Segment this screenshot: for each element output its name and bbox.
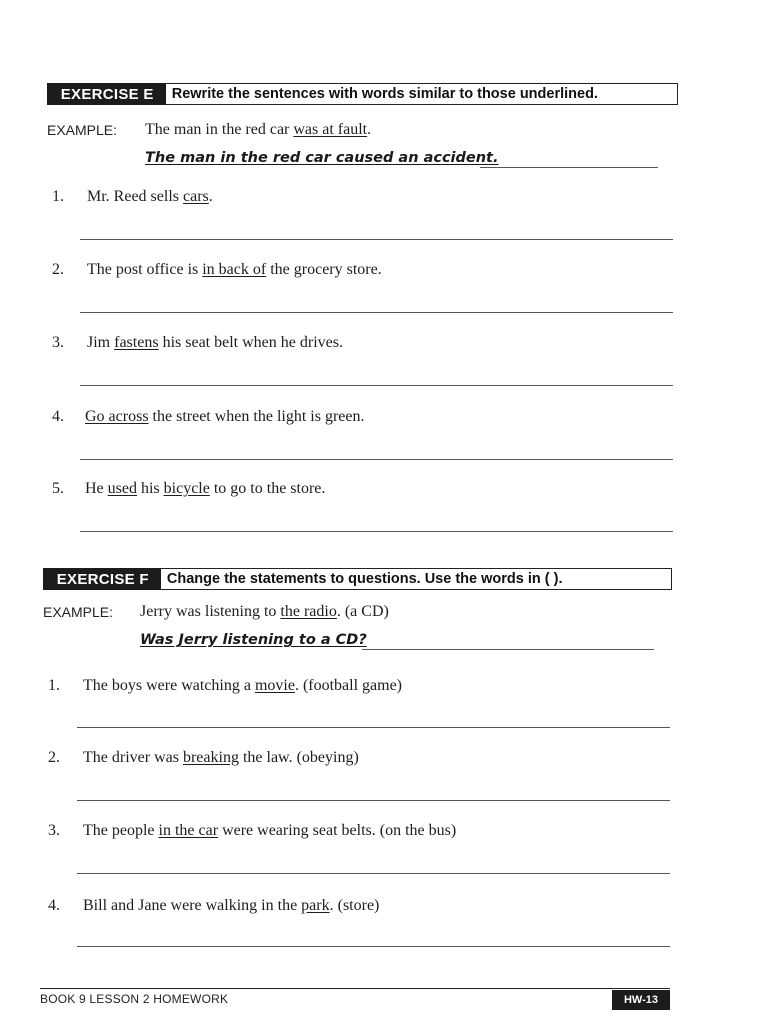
exercise-f-item-number: 1. — [48, 677, 60, 694]
exercise-e-answer-line[interactable] — [80, 239, 673, 240]
exercise-e-item-number: 3. — [52, 334, 64, 351]
exercise-e-answer-line[interactable] — [80, 385, 673, 386]
exercise-e-answer-line[interactable] — [80, 312, 673, 313]
exercise-e-header — [47, 83, 678, 105]
exercise-f-answer-line[interactable] — [77, 727, 670, 728]
exercise-e-instruction: Rewrite the sentences with words similar to those underlined. — [171, 86, 598, 102]
exercise-f-example-label: EXAMPLE: — [43, 604, 114, 620]
exercise-f-answer-line[interactable] — [77, 873, 670, 874]
exercise-e-answer-line[interactable] — [80, 459, 673, 460]
exercise-f-example-answer-line — [362, 649, 654, 650]
exercise-e-item-sentence: Jim fastens his seat belt when he drives. — [87, 334, 343, 351]
exercise-e-example-label: EXAMPLE: — [47, 122, 118, 138]
exercise-e-item-sentence: He used his bicycle to go to the store. — [85, 480, 326, 497]
exercise-f-item-sentence: The boys were watching a movie. (football game) — [83, 677, 403, 694]
exercise-e-label: EXERCISE E — [47, 83, 166, 106]
exercise-e-answer-line[interactable] — [80, 531, 673, 532]
exercise-f-item-sentence: Bill and Jane were walking in the park. (store) — [83, 897, 380, 914]
exercise-e-item-sentence: The post office is in back of the grocery store. — [87, 261, 382, 278]
exercise-f-answer-line[interactable] — [77, 800, 670, 801]
exercise-f-instruction: Change the statements to questions. Use the words in ( ). — [166, 571, 563, 587]
exercise-e-example-sentence: The man in the red car was at fault. — [145, 121, 372, 138]
exercise-e-example-answer-line — [480, 167, 658, 168]
exercise-f-answer-line[interactable] — [77, 946, 670, 947]
exercise-e-item-number: 1. — [52, 188, 64, 205]
exercise-e-item-number: 4. — [52, 408, 64, 425]
exercise-f-item-number: 3. — [48, 822, 60, 839]
exercise-e-item-number: 5. — [52, 480, 64, 497]
exercise-f-item-sentence: The people in the car were wearing seat belts. (on the bus) — [83, 822, 457, 839]
exercise-e-item-sentence: Go across the street when the light is green. — [85, 408, 365, 425]
exercise-f-header — [43, 568, 672, 590]
exercise-f-item-sentence: The driver was breaking the law. (obeying) — [83, 749, 359, 766]
exercise-e-item-number: 2. — [52, 261, 64, 278]
exercise-f-example-sentence: Jerry was listening to the radio. (a CD) — [140, 603, 389, 620]
exercise-f-item-number: 4. — [48, 897, 60, 914]
footer-title: BOOK 9 LESSON 2 HOMEWORK — [40, 992, 229, 1006]
exercise-f-item-number: 2. — [48, 749, 60, 766]
exercise-e-item-sentence: Mr. Reed sells cars. — [87, 188, 213, 205]
footer-rule — [40, 988, 670, 989]
page-number-badge: HW-13 — [612, 990, 670, 1010]
exercise-e-example-answer: The man in the red car caused an accident. — [145, 150, 499, 166]
exercise-f-example-answer: Was Jerry listening to a CD? — [140, 632, 367, 648]
exercise-f-label: EXERCISE F — [43, 568, 161, 591]
